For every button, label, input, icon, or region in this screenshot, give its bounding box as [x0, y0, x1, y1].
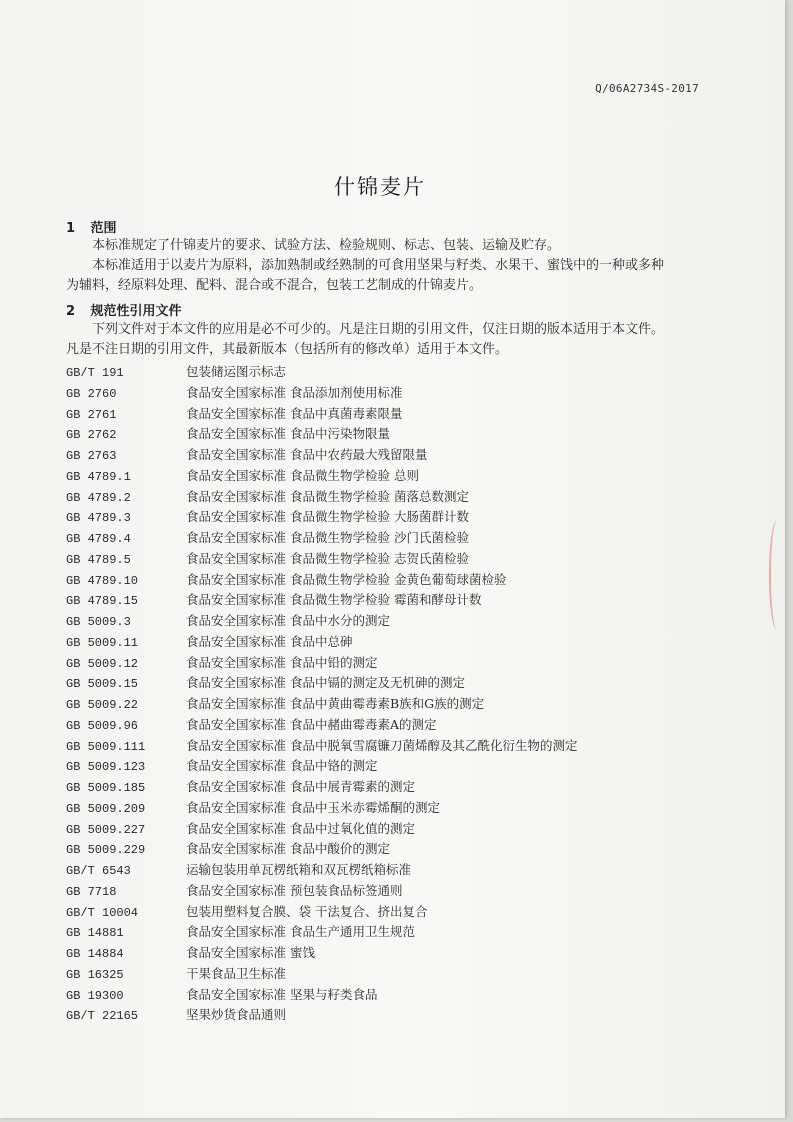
scope-paragraph-1: 本标准规定了什锦麦片的要求、试验方法、检验规则、标志、包装、运输及贮存。	[92, 238, 561, 253]
reference-code: GB/T 22165	[66, 1009, 139, 1024]
reference-title: 食品安全国家标准 食品中水分的测定	[186, 613, 390, 628]
reference-title: 干果食品卫生标准	[186, 965, 287, 981]
reference-row	[66, 715, 686, 736]
reference-code: GB/T 191	[66, 366, 124, 380]
reference-code: GB 4789.1	[66, 469, 131, 484]
reference-title: 食品安全国家标准 食品中过氧化值的测定	[186, 820, 415, 836]
reference-title: 运输包装用单瓦楞纸箱和双瓦楞纸箱标准	[186, 862, 412, 877]
scope-paragraph-2: 本标准适用于以麦片为原料，添加熟制或经熟制的可食用坚果与籽类、水果干、蜜饯中的一种或多种	[92, 258, 665, 273]
reference-row	[66, 777, 686, 798]
references-paragraph-2: 凡是不注日期的引用文件，其最新版本（包括所有的修改单）适用于本文件。	[66, 342, 509, 357]
reference-row	[66, 839, 686, 860]
reference-code: GB/T 10004	[66, 905, 139, 920]
reference-row	[66, 943, 686, 964]
reference-row	[66, 487, 686, 508]
page-title: 什锦麦片	[334, 175, 426, 199]
reference-code: GB 4789.10	[66, 573, 139, 588]
section-title: 规范性引用文件	[90, 304, 182, 319]
section-heading-scope	[66, 217, 117, 236]
reference-code: GB 2761	[66, 407, 117, 422]
reference-title: 食品安全国家标准 食品中赭曲霉毒素A的测定	[186, 716, 437, 732]
seal-stamp-edge	[769, 520, 785, 630]
reference-code: GB 5009.15	[66, 677, 139, 692]
reference-row	[66, 756, 686, 777]
reference-title: 食品安全国家标准 食品中铅的测定	[186, 654, 378, 670]
reference-code: GB 5009.227	[66, 822, 146, 837]
reference-row	[66, 798, 686, 819]
reference-code: GB 5009.3	[66, 615, 131, 629]
document-id: Q/06A2734S-2017	[595, 82, 699, 95]
reference-row	[66, 922, 686, 943]
reference-title: 食品安全国家标准 坚果与籽类食品	[186, 986, 378, 1002]
reference-row	[66, 964, 686, 985]
reference-code: GB 14881	[66, 926, 124, 941]
reference-title: 食品安全国家标准 食品中铬的测定	[186, 758, 378, 774]
reference-row	[66, 570, 686, 591]
reference-title: 食品安全国家标准 食品微生物学检验 菌落总数测定	[186, 488, 469, 504]
reference-title: 食品安全国家标准 食品微生物学检验 大肠菌群计数	[186, 509, 469, 525]
reference-code: GB 2762	[66, 428, 117, 443]
reference-title: 食品安全国家标准 食品中真菌毒素限量	[186, 405, 403, 421]
reference-code: GB 5009.96	[66, 718, 139, 733]
reference-row	[66, 985, 686, 1006]
reference-row	[66, 383, 686, 404]
reference-title: 食品安全国家标准 食品中黄曲霉毒素B族和G族的测定	[186, 696, 485, 711]
reference-code: GB 4789.4	[66, 532, 131, 546]
reference-title: 食品安全国家标准 食品生产通用卫生规范	[186, 924, 415, 940]
section-number: 1	[66, 221, 76, 236]
reference-row	[66, 736, 686, 757]
reference-row	[66, 653, 686, 674]
reference-title: 食品安全国家标准 食品中农药最大残留限量	[186, 447, 428, 462]
reference-title: 食品安全国家标准 食品中镉的测定及无机砷的测定	[186, 675, 465, 691]
reference-row	[66, 549, 686, 570]
reference-code: GB 4789.15	[66, 594, 139, 609]
reference-code: GB 7718	[66, 884, 117, 899]
reference-row	[66, 466, 686, 487]
section-number: 2	[66, 304, 76, 319]
references-paragraph-1: 下列文件对于本文件的应用是必不可少的。凡是注日期的引用文件，仅注日期的版本适用于本文件。	[92, 322, 665, 337]
reference-row	[66, 673, 686, 694]
reference-row	[66, 528, 686, 549]
reference-row	[66, 404, 686, 425]
reference-row	[66, 881, 686, 902]
reference-row	[66, 424, 686, 445]
scope-paragraph-3: 为辅料，经原料处理、配料、混合或不混合，包装工艺制成的什锦麦片。	[66, 278, 483, 293]
reference-title: 食品安全国家标准 食品微生物学检验 志贺氏菌检验	[186, 550, 469, 566]
reference-row	[66, 611, 686, 632]
reference-row	[66, 694, 686, 715]
reference-code: GB 5009.185	[66, 781, 146, 795]
reference-row	[66, 445, 686, 466]
reference-title: 食品安全国家标准 食品微生物学检验 沙门氏菌检验	[186, 530, 469, 545]
reference-code: GB 5009.229	[66, 843, 146, 858]
reference-row	[66, 902, 686, 923]
reference-title: 食品安全国家标准 食品中玉米赤霉烯酮的测定	[186, 799, 440, 815]
reference-code: GB 5009.12	[66, 656, 139, 671]
section-title: 范围	[90, 221, 117, 236]
reference-code: GB 5009.22	[66, 698, 139, 712]
reference-code: GB/T 6543	[66, 864, 131, 878]
reference-title: 食品安全国家标准 食品微生物学检验 金黄色葡萄球菌检验	[186, 571, 507, 587]
reference-title: 坚果炒货食品通则	[186, 1007, 287, 1023]
reference-title: 食品安全国家标准 蜜饯	[186, 945, 315, 960]
reference-code: GB 2760	[66, 386, 117, 401]
reference-title: 食品安全国家标准 预包装食品标签通则	[186, 882, 403, 898]
reference-row	[66, 860, 686, 881]
reference-row	[66, 362, 686, 383]
reference-code: GB 4789.2	[66, 490, 131, 505]
reference-code: GB 5009.123	[66, 760, 146, 775]
reference-title: 食品安全国家标准 食品中污染物限量	[186, 426, 390, 442]
reference-row	[66, 819, 686, 840]
reference-row	[66, 507, 686, 528]
reference-code: GB 4789.5	[66, 552, 131, 567]
reference-code: GB 5009.11	[66, 635, 139, 650]
reference-title: 食品安全国家标准 食品中总砷	[186, 633, 353, 649]
reference-list	[66, 362, 686, 1026]
section-heading-normative-references	[66, 300, 182, 319]
reference-title: 食品安全国家标准 食品中展青霉素的测定	[186, 779, 415, 794]
reference-row	[66, 1005, 686, 1026]
reference-title: 食品安全国家标准 食品微生物学检验 霉菌和酵母计数	[186, 592, 482, 608]
reference-title: 食品安全国家标准 食品中酸价的测定	[186, 841, 390, 857]
reference-code: GB 14884	[66, 947, 124, 961]
reference-title: 食品安全国家标准 食品中脱氧雪腐镰刀菌烯醇及其乙酰化衍生物的测定	[186, 737, 578, 753]
reference-code: GB 5009.111	[66, 739, 146, 754]
reference-code: GB 19300	[66, 988, 124, 1003]
reference-row	[66, 590, 686, 611]
reference-code: GB 2763	[66, 449, 117, 463]
reference-title: 包装用塑料复合膜、袋 干法复合、挤出复合	[186, 903, 428, 919]
reference-code: GB 5009.209	[66, 801, 146, 816]
reference-title: 包装储运图示标志	[186, 364, 287, 379]
reference-code: GB 16325	[66, 967, 124, 982]
reference-code: GB 4789.3	[66, 511, 131, 526]
reference-row	[66, 632, 686, 653]
reference-title: 食品安全国家标准 食品微生物学检验 总则	[186, 467, 419, 483]
reference-title: 食品安全国家标准 食品添加剂使用标准	[186, 384, 403, 400]
